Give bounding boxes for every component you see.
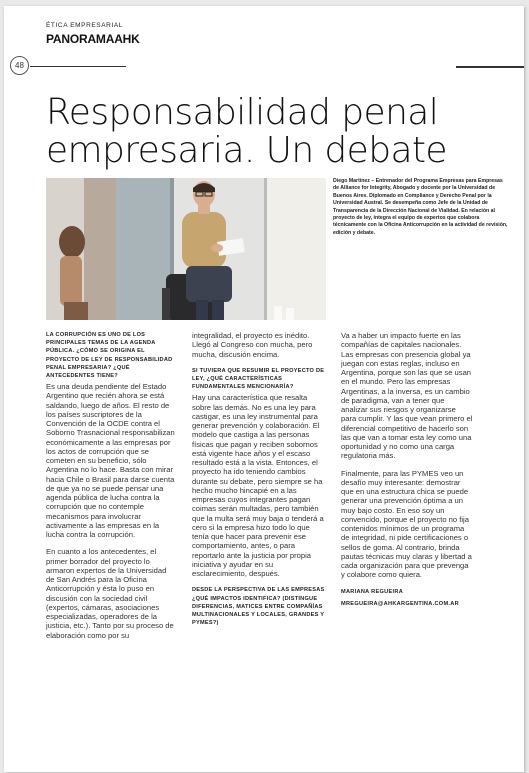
question-1: LA CORRUPCIÓN ES UNO DE LOS PRINCIPALES TEMAS DE LA AGENDA PÚBLICA. ¿CÓMO SE ORIGINA EL PROYECTO DE LEY DE RESPONSABILIDAD PENAL EMPRESARIA? ¿QUÉ ANTECEDENTES TIENE? [46, 332, 173, 380]
answer-3-paragraph-1: Va a haber un impacto fuerte en las compañías de capitales nacionales. Las empresas con presencia global ya juegan con estas reglas, incluso en Argentina, porque son las que se usan en el mundo. Pero las empresas Argentinas, a la inversa, es un cambio de paradigma, van a tener que analizar sus riesgos y organizarse para cumplir. Y las que vean primero el diferencial competitivo de hacerlo son las que van a tomar esta ley como una oportunidad y no como una carga regulatoria más. [341, 331, 473, 461]
header-divider [30, 66, 126, 67]
brand-main: PANORAMA [46, 32, 115, 46]
question-2: SI TUVIERA QUE RESUMIR EL PROYECTO DE LEY, ¿QUÉ CARACTERÍSTICAS FUNDAMENTALES MENCIONARÍA? [192, 367, 325, 391]
column-3 [341, 331, 473, 608]
column-2 [192, 331, 325, 629]
title-line-2: empresaria. Un debate [46, 130, 447, 171]
header-divider-right [456, 66, 524, 68]
title-line-1: Responsabilidad penal [46, 92, 439, 133]
column-1 [46, 331, 176, 648]
magazine-brand [46, 32, 140, 46]
brand-accent: AHK [114, 32, 140, 46]
answer-1-paragraph-2: En cuanto a los antecedentes, el primer borrador del proyecto lo armaron expertos de la Universidad de San Andrés para la Oficina Anticorrupción y ésta lo puso en discusión con la sociedad civil (expertos, cámaras, asociaciones especializadas, operadores de la justicia, etc.). Tanto por su proceso de elaboración como por su [46, 547, 174, 640]
byline-email[interactable]: MREGUEIRA@AHKARGENTINA.COM.AR [341, 600, 459, 607]
article-photo [46, 178, 326, 320]
author-bio: Diego Martínez – Entrenador del Programa Empresas para Empresas de Alliance for Integrity, Abogado y docente por la Universidad de Buenos Aires. Diplomado en Compliance y Derecho Penal por la Universidad Austral. Se desempeña como Jefe de la Unidad de Transparencia de la Dirección Nacional de Vialidad. En relación al proyecto de ley, integra el equipo de expertos que colabora técnicamente con la Oficina Anticorrupción en la actividad de revisión, edición y debate. [333, 178, 508, 236]
section-kicker: ÉTICA EMPRESARIAL [46, 22, 124, 29]
page-number: 48 [10, 56, 29, 75]
byline-author: MARIANA REGUEIRA [341, 588, 404, 595]
article-title [46, 94, 506, 170]
answer-3-paragraph-2: Finalmente, para las PYMES veo un desafío muy interesante: demostrar que en una estructura chica se puede generar una prevención óptima a un muy bajo costo. En eso soy un convencido, porque el proyecto no fija contenidos mínimos de un programa de integridad, ni pide certificaciones o sellos de goma. Al contrario, brinda pautas técnicas muy claras y libertad a cada organización para que prevenga y colabore como quiera. [341, 468, 472, 580]
speaker-photo-illustration [46, 178, 326, 320]
question-3: DESDE LA PERSPECTIVA DE LAS EMPRESAS ¿QUÉ IMPACTOS IDENTIFICA? (DISTINGUE DIFERENCIAS, MATICES ENTRE COMPAÑÍAS MULTINACIONALES Y LOCALES, GRANDES Y PYMES?) [192, 587, 325, 627]
answer-1-continued: integralidad, el proyecto es inédito. Llegó al Congreso con mucha, pero mucha, discusión encima. [192, 331, 313, 359]
answer-2: Hay una característica que resalta sobre las demás. No es una ley para castigar, es una ley instrumental para generar prevención y colaboración. El modelo que castiga a las personas físicas que pagan y reciben sobornos está vigente hace años y el escaso resultado está a la vista. Entonces, el proyecto ha ido teniendo cambios durante su debate, pero siempre se ha hecho mucho hincapié en a las empresas cuyos integrantes pagan coimas serán multadas, pero también que la multa será muy baja o tenderá a cero si la empresa hizo todo lo que tenía que hacer para prevenir ese comportamiento, antes, o para reportarlo ante la justicia por propia iniciativa y ayudar en su esclarecimiento, después. [192, 393, 324, 579]
magazine-page [4, 6, 524, 772]
answer-1-paragraph-1: Es una deuda pendiente del Estado Argentino que recién ahora se está saldando, luego de años. El resto de los países suscriptores de la Convención de la OCDE contra el Soborno Trasnacional responsabilizan económicamente a las empresas por los actos de corrupción que se cometen en su beneficio, sólo Argentina no lo hace. Basta con mirar hacia Chile o Brasil para darse cuenta de que ya no se puede pensar una agenda pública de lucha contra la corrupción que no contemple mecanismos para involucrar activamente a las empresas en la lucha contra la corrupción. [46, 382, 175, 540]
